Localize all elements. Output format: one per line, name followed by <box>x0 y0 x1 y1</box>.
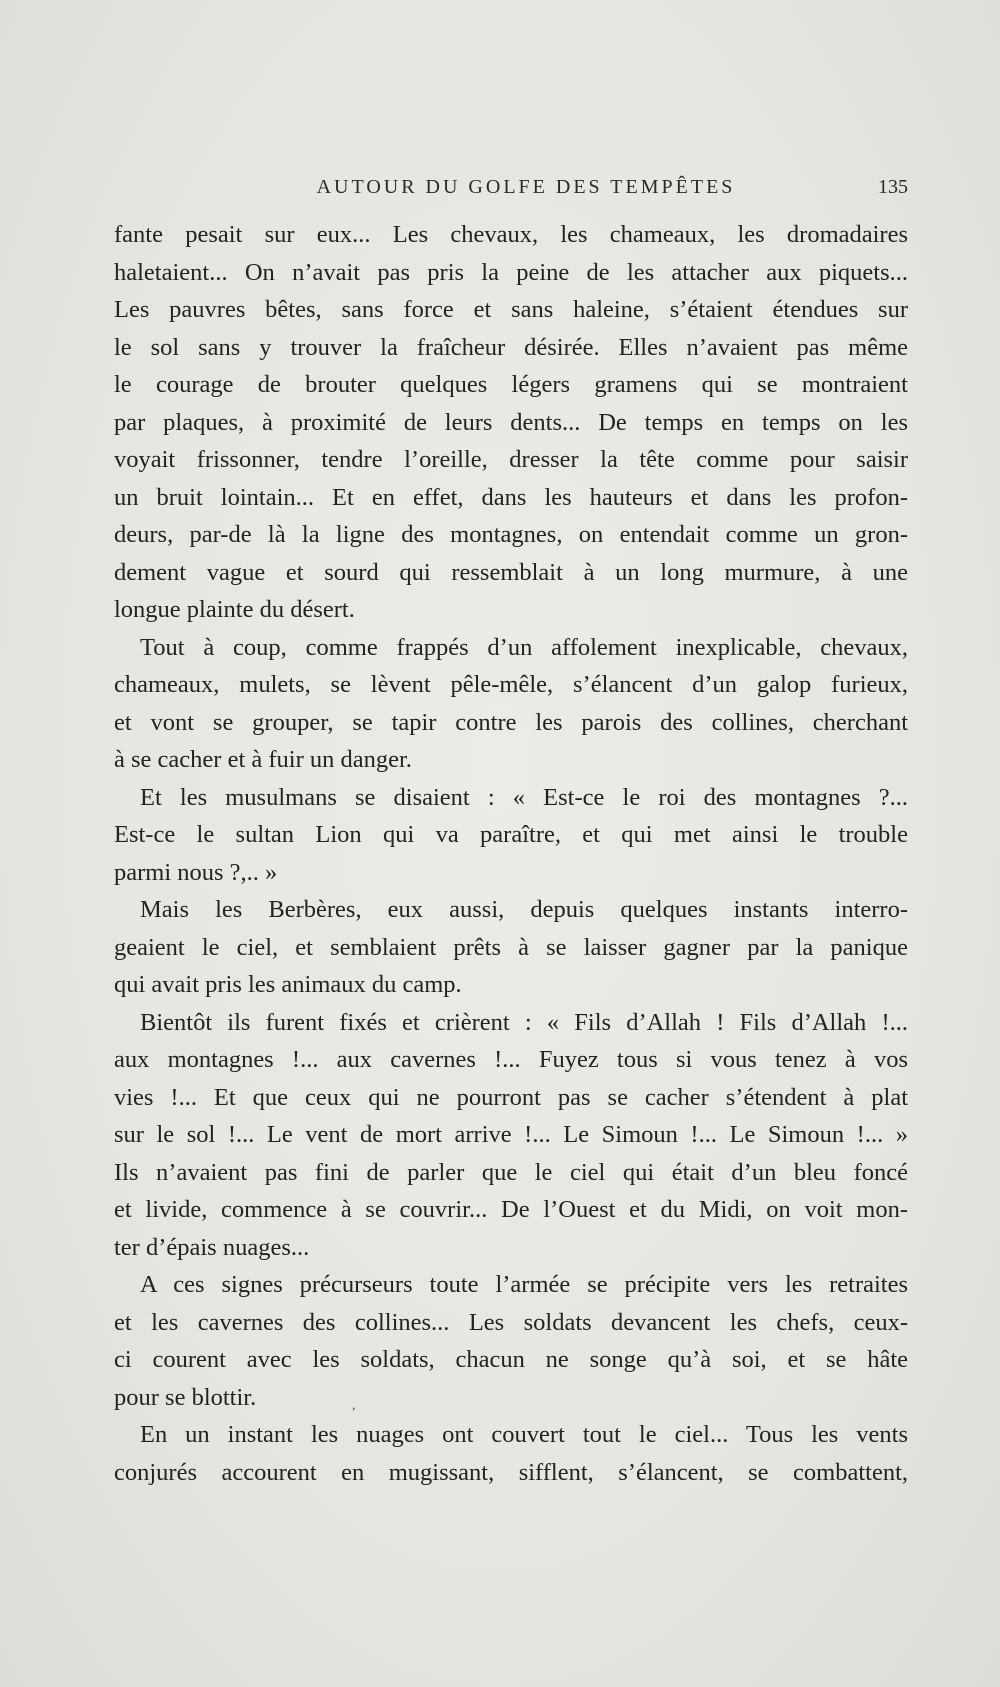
text-line: par plaques, à proximité de leurs dents... De temps en temps on les <box>114 408 908 436</box>
text-line: Et les musulmans se disaient : « Est-ce le roi des montagnes ?... <box>140 783 908 811</box>
text-line: Bientôt ils furent fixés et crièrent : « Fils d’Allah ! Fils d’Allah !... <box>140 1008 908 1036</box>
text-line: un bruit lointain... Et en effet, dans les hauteurs et dans les profon- <box>114 483 908 511</box>
text-line: qui avait pris les animaux du camp. <box>114 971 462 998</box>
text-line: geaient le ciel, et semblaient prêts à se laisser gagner par la panique <box>114 933 908 961</box>
text-line: vies !... Et que ceux qui ne pourront pas se cacher s’étendent à plat <box>114 1083 908 1111</box>
text-line: parmi nous ?,.. » <box>114 858 278 886</box>
text-line: le sol sans y trouver la fraîcheur désirée. Elles n’avaient pas même <box>114 333 908 361</box>
text-line: voyait frissonner, tendre l’oreille, dresser la tête comme pour saisir <box>114 446 908 473</box>
text-line: et livide, commence à se couvrir... De l’Ouest et du Midi, on voit mon- <box>114 1196 908 1223</box>
text-line: dement vague et sourd qui ressemblait à un long murmure, à une <box>114 558 908 586</box>
running-head <box>114 176 908 206</box>
text-line: pour se blottir. <box>114 1383 257 1411</box>
text-line: sur le sol !... Le vent de mort arrive !... Le Simoun !... Le Simoun !... » <box>114 1121 908 1148</box>
text-line: aux montagnes !... aux cavernes !... Fuyez tous si vous tenez à vos <box>114 1046 908 1073</box>
running-title: AUTOUR DU GOLFE DES TEMPÊTES <box>316 176 736 198</box>
text-line: Est-ce le sultan Lion qui va paraître, et qui met ainsi le trouble <box>114 821 908 848</box>
text-line: ter d’épais nuages... <box>114 1233 310 1261</box>
text-line: et vont se grouper, se tapir contre les parois des collines, cherchant <box>114 708 908 736</box>
text-line: En un instant les nuages ont couvert tout le ciel... Tous les vents <box>140 1421 908 1448</box>
text-line: fante pesait sur eux... Les chevaux, les chameaux, les dromadaires <box>114 221 908 248</box>
text-line: deurs, par-de là la ligne des montagnes, on entendait comme un gron- <box>114 521 908 548</box>
page-number: 135 <box>878 176 908 198</box>
text-line: Ils n’avaient pas fini de parler que le ciel qui était d’un bleu foncé <box>114 1158 908 1186</box>
text-line: Tout à coup, comme frappés d’un affolement inexplicable, chevaux, <box>140 633 908 661</box>
text-line: haletaient... On n’avait pas pris la peine de les attacher aux piquets... <box>114 258 908 286</box>
text-line: le courage de brouter quelques légers gramens qui se montraient <box>114 371 908 398</box>
text-line: longue plainte du désert. <box>114 596 355 623</box>
text-line: Mais les Berbères, eux aussi, depuis quelques instants interro- <box>140 896 908 923</box>
ink-speck: , <box>352 1398 356 1413</box>
text-line: chameaux, mulets, se lèvent pêle-mêle, s’élancent d’un galop furieux, <box>114 671 908 698</box>
text-line: et les cavernes des collines... Les soldats devancent les chefs, ceux- <box>114 1308 908 1336</box>
text-line: A ces signes précurseurs toute l’armée se précipite vers les retraites <box>140 1271 908 1298</box>
text-line: conjurés accourent en mugissant, sifflent, s’élancent, se combattent, <box>114 1458 908 1486</box>
body-text <box>114 216 908 1491</box>
text-line: Les pauvres bêtes, sans force et sans haleine, s’étaient étendues sur <box>114 296 908 323</box>
text-line: à se cacher et à fuir un danger. <box>114 746 412 773</box>
text-line: ci courent avec les soldats, chacun ne songe qu’à soi, et se hâte <box>114 1346 908 1373</box>
